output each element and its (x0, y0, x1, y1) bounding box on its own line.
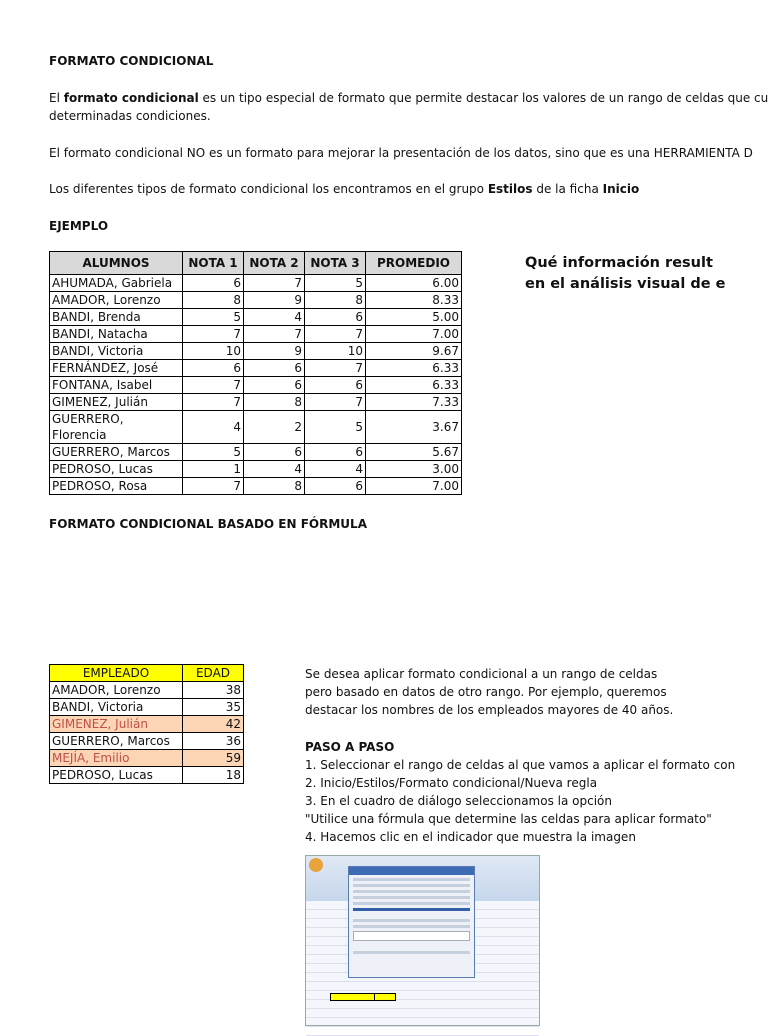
grade-cell: 7.00 (366, 326, 462, 343)
grade-cell: 7 (183, 326, 244, 343)
student-name-cell: AMADOR, Lorenzo (50, 292, 183, 309)
employee-row (50, 699, 244, 716)
grade-cell: 8 (244, 478, 305, 495)
employee-name-cell: MEJÍA, Emilio (50, 750, 183, 767)
employee-age-cell: 18 (183, 767, 244, 784)
thumbnail-header-cell (374, 993, 396, 1001)
grade-cell: 7 (183, 377, 244, 394)
column-header: NOTA 3 (305, 252, 366, 275)
grade-cell: 5 (305, 275, 366, 292)
employee-age-cell: 59 (183, 750, 244, 767)
intro-paragraph-3: Los diferentes tipos de formato condicional los encontramos en el grupo Estilos de la ficha Inicio (49, 182, 640, 196)
employee-name-cell: AMADOR, Lorenzo (50, 682, 183, 699)
student-name-cell: PEDROSO, Rosa (50, 478, 183, 495)
employee-row (50, 733, 244, 750)
grade-cell: 5.00 (366, 309, 462, 326)
employees-header-row (50, 665, 244, 682)
grade-cell: 3.00 (366, 461, 462, 478)
step-3: 3. En el cuadro de diálogo seleccionamos la opción (305, 794, 612, 808)
student-name-cell: GIMENEZ, Julián (50, 394, 183, 411)
employee-name-cell: GUERRERO, Marcos (50, 733, 183, 750)
grade-cell: 4 (305, 461, 366, 478)
employees-table (49, 664, 244, 784)
grade-cell: 4 (244, 309, 305, 326)
grade-cell: 7 (305, 394, 366, 411)
step-2: 2. Inicio/Estilos/Formato condicional/Nueva regla (305, 776, 598, 790)
students-header-row (50, 252, 462, 275)
student-name-cell: FERNÁNDEZ, José (50, 360, 183, 377)
student-row (50, 377, 462, 394)
grade-cell: 5 (183, 444, 244, 461)
grade-cell: 7.00 (366, 478, 462, 495)
student-row (50, 292, 462, 309)
grade-cell: 8 (244, 394, 305, 411)
grade-cell: 9 (244, 292, 305, 309)
grade-cell: 7 (305, 360, 366, 377)
grade-cell: 5.67 (366, 444, 462, 461)
column-header: EDAD (183, 665, 244, 682)
grade-cell: 5 (305, 411, 366, 444)
grade-cell: 8 (183, 292, 244, 309)
intro-paragraph-1-line-2: determinadas condiciones. (49, 109, 211, 123)
steps-title: PASO A PASO (305, 740, 395, 754)
grade-cell: 6 (305, 478, 366, 495)
employee-row (50, 767, 244, 784)
students-table (49, 251, 462, 495)
new-rule-dialog-image (348, 866, 475, 978)
grade-cell: 9.67 (366, 343, 462, 360)
grade-cell: 6 (244, 377, 305, 394)
student-name-cell: AHUMADA, Gabriela (50, 275, 183, 292)
student-name-cell: BANDI, Brenda (50, 309, 183, 326)
employee-age-cell: 36 (183, 733, 244, 750)
grade-cell: 4 (183, 411, 244, 444)
column-header: ALUMNOS (50, 252, 183, 275)
grade-cell: 8.33 (366, 292, 462, 309)
student-row (50, 444, 462, 461)
student-row (50, 343, 462, 360)
description-line-3: destacar los nombres de los empleados mayores de 40 años. (305, 703, 674, 717)
column-header: NOTA 1 (183, 252, 244, 275)
grade-cell: 6.33 (366, 360, 462, 377)
grade-cell: 6 (305, 309, 366, 326)
student-name-cell: FONTANA, Isabel (50, 377, 183, 394)
grade-cell: 6 (305, 444, 366, 461)
employee-name-cell: GIMENEZ, Julián (50, 716, 183, 733)
grade-cell: 7 (183, 394, 244, 411)
grade-cell: 8 (305, 292, 366, 309)
page-title: FORMATO CONDICIONAL (49, 54, 214, 68)
grade-cell: 6 (244, 360, 305, 377)
student-name-cell: PEDROSO, Lucas (50, 461, 183, 478)
thumbnail-header-cell (330, 993, 376, 1001)
grade-cell: 6 (305, 377, 366, 394)
grade-cell: 7 (305, 326, 366, 343)
grade-cell: 9 (244, 343, 305, 360)
description-line-2: pero basado en datos de otro rango. Por ejemplo, queremos (305, 685, 667, 699)
grade-cell: 7 (244, 275, 305, 292)
grade-cell: 5 (183, 309, 244, 326)
column-header: EMPLEADO (50, 665, 183, 682)
student-row (50, 275, 462, 292)
step-3-option: "Utilice una fórmula que determine las celdas para aplicar formato" (305, 812, 712, 826)
grade-cell: 6.00 (366, 275, 462, 292)
question-line-1: Qué información result (525, 255, 713, 271)
column-header: PROMEDIO (366, 252, 462, 275)
question-line-2: en el análisis visual de e (525, 276, 726, 292)
student-row (50, 360, 462, 377)
description-line-1: Se desea aplicar formato condicional a un rango de celdas (305, 667, 658, 681)
grade-cell: 6 (183, 275, 244, 292)
grade-cell: 10 (183, 343, 244, 360)
grade-cell: 10 (305, 343, 366, 360)
student-name-cell: BANDI, Victoria (50, 343, 183, 360)
intro-paragraph-2: El formato condicional NO es un formato para mejorar la presentación de los datos, sino que es una HERRAMIENTA D (49, 146, 753, 160)
grade-cell: 6.33 (366, 377, 462, 394)
step-4: 4. Hacemos clic en el indicador que muestra la imagen (305, 830, 636, 844)
grade-cell: 6 (244, 444, 305, 461)
employee-age-cell: 35 (183, 699, 244, 716)
student-row (50, 478, 462, 495)
employee-row (50, 750, 244, 767)
excel-dialog-screenshot (305, 855, 540, 1026)
student-name-cell: GUERRERO, Marcos (50, 444, 183, 461)
student-row (50, 309, 462, 326)
formula-section-title: FORMATO CONDICIONAL BASADO EN FÓRMULA (49, 517, 367, 531)
employee-age-cell: 42 (183, 716, 244, 733)
employee-name-cell: PEDROSO, Lucas (50, 767, 183, 784)
student-row (50, 326, 462, 343)
student-row (50, 411, 462, 444)
student-row (50, 461, 462, 478)
grade-cell: 6 (183, 360, 244, 377)
employee-row (50, 682, 244, 699)
example-title: EJEMPLO (49, 219, 109, 233)
step-1: 1. Seleccionar el rango de celdas al que vamos a aplicar el formato con (305, 758, 736, 772)
student-name-cell: GUERRERO, Florencia (50, 411, 183, 444)
column-header: NOTA 2 (244, 252, 305, 275)
grade-cell: 1 (183, 461, 244, 478)
grade-cell: 3.67 (366, 411, 462, 444)
employee-age-cell: 38 (183, 682, 244, 699)
employee-row (50, 716, 244, 733)
student-name-cell: BANDI, Natacha (50, 326, 183, 343)
grade-cell: 7 (183, 478, 244, 495)
grade-cell: 7 (244, 326, 305, 343)
office-button-icon (309, 858, 323, 872)
student-row (50, 394, 462, 411)
grade-cell: 4 (244, 461, 305, 478)
employee-name-cell: BANDI, Victoria (50, 699, 183, 716)
grade-cell: 7.33 (366, 394, 462, 411)
grade-cell: 2 (244, 411, 305, 444)
intro-paragraph-1: El formato condicional es un tipo especial de formato que permite destacar los valores de un rango de celdas que cu (49, 91, 768, 105)
